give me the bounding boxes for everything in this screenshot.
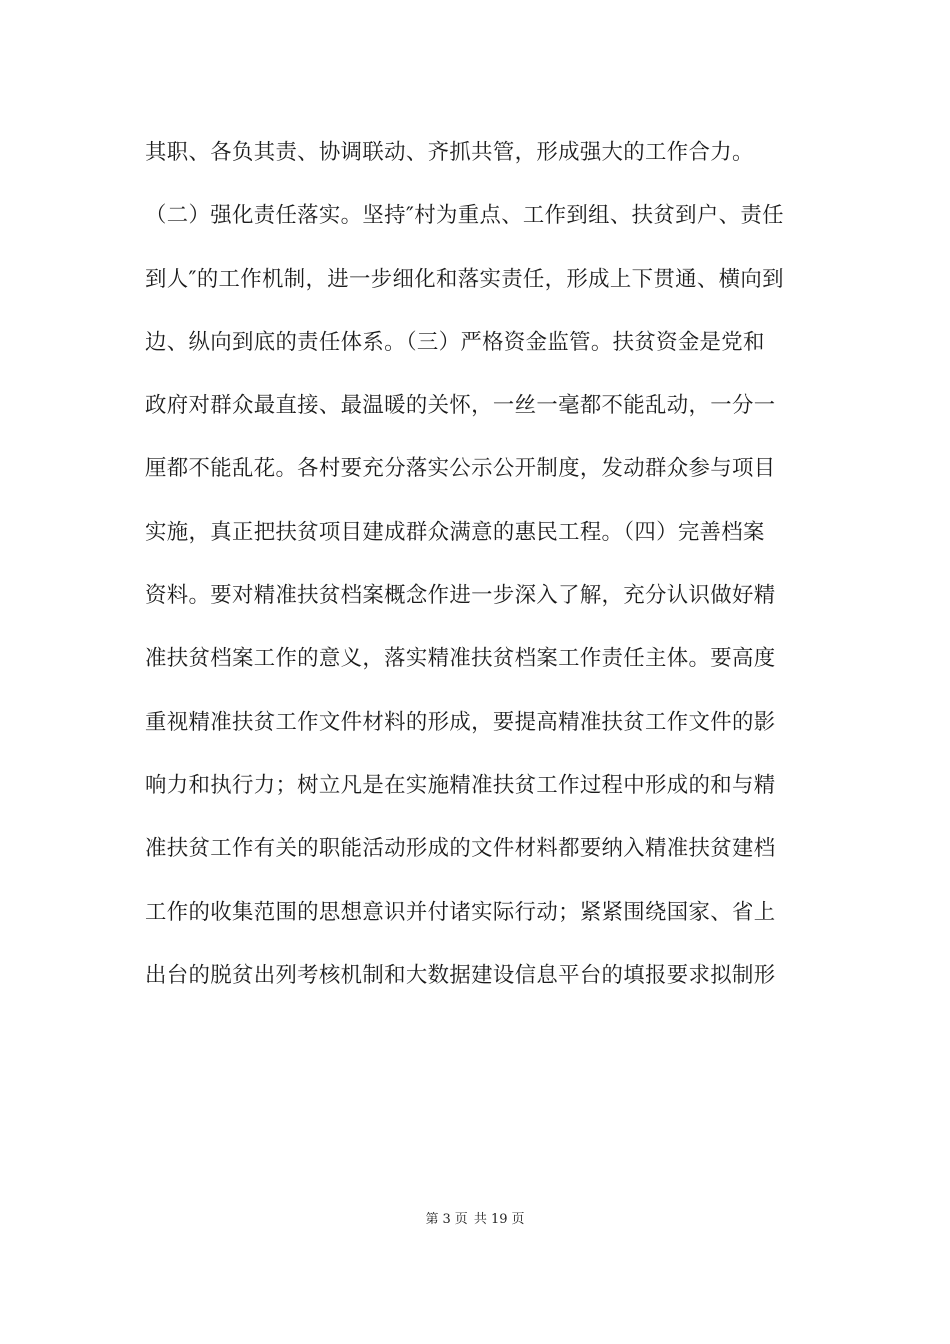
footer-prefix: 第 — [425, 1212, 439, 1227]
text-line: 资料。要对精准扶贫档案概念作进一步深入了解，充分认识做好精 — [145, 583, 776, 609]
text-line: 其职、各负其责、协调联动、齐抓共管，形成强大的工作合力。 — [145, 140, 754, 165]
text-line: 政府对群众最直接、最温暖的关怀，一丝一毫都不能乱动，一分一 — [145, 393, 776, 419]
page-footer — [0, 1208, 950, 1227]
body-text — [145, 131, 815, 1017]
text-line: 重视精准扶贫工作文件材料的形成，要提高精准扶贫工作文件的影 — [145, 709, 776, 735]
total-pages-number: 19 — [490, 1212, 508, 1227]
text-line: 准扶贫档案工作的意义，落实精准扶贫档案工作责任主体。要高度 — [145, 646, 776, 672]
text-line: 实施，真正把扶贫项目建成群众满意的惠民工程。（四）完善档案 — [145, 519, 765, 545]
footer-middle: 页 共 — [454, 1212, 487, 1227]
text-line: 出台的脱贫出列考核机制和大数据建设信息平台的填报要求拟制形 — [145, 962, 776, 988]
text-line: 响力和执行力；树立凡是在实施精准扶贫工作过程中形成的和与精 — [145, 772, 776, 798]
text-line: 厘都不能乱花。各村要充分落实公示公开制度，发动群众参与项目 — [145, 456, 776, 482]
current-page-number: 3 — [442, 1212, 451, 1227]
footer-suffix: 页 — [511, 1212, 525, 1227]
text-line: 到人″的工作机制，进一步细化和落实责任，形成上下贯通、横向到 — [145, 266, 784, 292]
text-line: 准扶贫工作有关的职能活动形成的文件材料都要纳入精准扶贫建档 — [145, 836, 776, 862]
text-line: 工作的收集范围的思想意识并付诸实际行动；紧紧围绕国家、省上 — [145, 899, 776, 925]
text-line: （二）强化责任落实。坚持″村为重点、工作到组、扶贫到户、责任 — [145, 203, 784, 229]
text-line: 边、纵向到底的责任体系。（三）严格资金监管。扶贫资金是党和 — [145, 329, 765, 355]
